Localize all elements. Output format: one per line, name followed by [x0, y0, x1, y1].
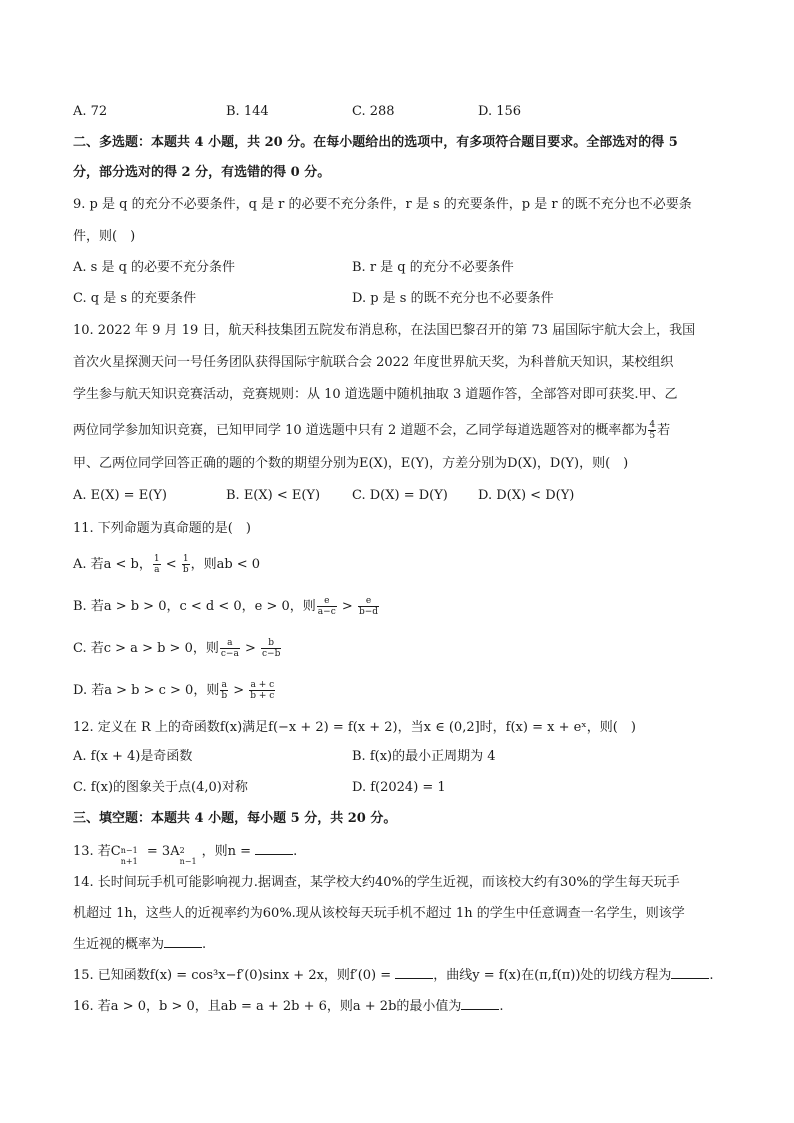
- q8-option-d: D. 156: [478, 104, 522, 119]
- q13-sub: n+1: [120, 856, 138, 866]
- answer-blank[interactable]: [461, 998, 499, 1010]
- q11-c-frac2: [261, 638, 281, 659]
- q13-post: ，则n =: [201, 844, 256, 859]
- fraction-denominator: b: [182, 565, 189, 575]
- q15-end: .: [709, 968, 714, 983]
- fraction-numerator: a: [221, 680, 227, 690]
- q11-a-end: ，则ab < 0: [190, 557, 261, 572]
- q9-option-a: A. s 是 q 的必要不充分条件: [73, 260, 236, 275]
- q10-stem-line5: 甲、乙两位同学回答正确的题的个数的期望分别为E(X)，E(Y)，方差分别为D(X)，D(Y)，则( ): [73, 456, 629, 471]
- q15-pre: 15. 已知函数f(x) = cos³x−f′(0)sinx + 2x，则f′(0) =: [73, 968, 396, 983]
- answer-blank[interactable]: [255, 843, 293, 855]
- q14-stem-line2: 机超过 1h，这些人的近视率约为60%.现从该校每天玩手机不超过 1h 的学生中任意调查一名学生，则该学: [73, 906, 685, 921]
- q8-options: [0, 103, 794, 121]
- q9-stem-line2: 件，则( ): [73, 229, 136, 244]
- q16-pre: 16. 若a > 0，b > 0，且ab = a + 2b + 6，则a + 2b的最小值为: [73, 999, 462, 1014]
- q13-sup2: 2: [179, 845, 185, 855]
- q11-d-frac2: [249, 680, 275, 701]
- fraction-denominator: b + c: [250, 691, 275, 701]
- fraction-numerator: e: [317, 596, 337, 607]
- fraction-denominator: b: [221, 691, 228, 701]
- q11-a-lt: <: [165, 557, 177, 572]
- q11-b-gt: >: [341, 599, 353, 614]
- q13-end: .: [293, 844, 298, 859]
- fraction-denominator: c−a: [220, 649, 239, 659]
- fraction-denominator: b−d: [358, 607, 379, 617]
- q12-stem: 12. 定义在 R 上的奇函数f(x)满足f(−x + 2) = f(x + 2)，当x ∈ (0,2]时，f(x) = x + eˣ，则( ): [73, 720, 636, 735]
- q13-perm-indices: [179, 843, 202, 866]
- q9-option-d: D. p 是 s 的既不充分也不必要条件: [352, 291, 554, 306]
- answer-blank[interactable]: [395, 967, 433, 979]
- q13-comb-indices: [120, 843, 143, 866]
- q12-option-b: B. f(x)的最小正周期为 4: [352, 749, 496, 764]
- q14-end: .: [202, 937, 207, 952]
- q11-d-text: D. 若a > b > c > 0，则: [73, 683, 220, 698]
- fraction-numerator: b: [261, 638, 281, 649]
- q10-line4-text: 两位同学参加知识竞赛，已知甲同学 10 道选题中只有 2 道题不会，乙同学每道选题答对的概率都为: [73, 423, 648, 438]
- q11-option-b: [73, 596, 380, 618]
- q11-c-gt: >: [244, 641, 256, 656]
- q9-stem-line1: 9. p 是 q 的充分不必要条件，q 是 r 的必要不充分条件，r 是 s 的充要条件，p 是 r 的既不充分也不必要条: [73, 197, 692, 212]
- fraction-denominator: 5: [649, 431, 656, 441]
- q14-stem-line1: 14. 长时间玩手机可能影响视力.据调查，某学校大约40%的学生近视，而该校大约有30%的学生每天玩手: [73, 875, 680, 890]
- q11-b-frac2: [358, 596, 379, 617]
- fraction-numerator: 1: [153, 554, 160, 564]
- answer-blank[interactable]: [671, 967, 709, 979]
- q15-mid: ，曲线y = f(x)在(π,f(π))处的切线方程为: [433, 968, 672, 983]
- fraction-denominator: a: [154, 565, 160, 575]
- q11-b-text: B. 若a > b > 0，c < d < 0，e > 0，则: [73, 599, 316, 614]
- q11-a-frac2: [182, 554, 190, 575]
- fraction-denominator: a−c: [317, 607, 336, 617]
- section2-heading-line2: 分，部分选对的得 2 分，有选错的得 0 分。: [73, 165, 331, 180]
- q10-stem-line2: 首次火星探测天问一号任务团队获得国际宇航联合会 2022 年度世界航天奖，为科普航天知识，某校组织: [73, 355, 674, 370]
- q14-stem-line3: [73, 936, 206, 954]
- q10-option-b: B. E(X) < E(Y): [226, 488, 321, 503]
- q12-option-a: A. f(x + 4)是奇函数: [73, 749, 193, 764]
- fraction-numerator: a + c: [250, 680, 275, 690]
- q13-mid: = 3A: [142, 844, 180, 859]
- q13-sub2: n−1: [179, 856, 197, 866]
- fraction-numerator: a: [220, 638, 240, 649]
- section2-heading-line1: 二、多选题：本题共 4 小题，共 20 分。在每小题给出的选项中，有多项符合题目要求。全部选对的得 5: [73, 135, 678, 150]
- fraction-denominator: c−b: [262, 649, 281, 659]
- q10-fraction: [648, 420, 656, 441]
- q11-a-text: A. 若a < b，: [73, 557, 152, 572]
- q10-option-a: A. E(X) = E(Y): [73, 488, 167, 503]
- fraction-numerator: 1: [182, 554, 189, 564]
- q10-line4-end: 若: [657, 423, 671, 438]
- q11-stem: 11. 下列命题为真命题的是( ): [73, 521, 251, 536]
- q15: [73, 967, 714, 985]
- section3-heading: 三、填空题：本题共 4 小题，每小题 5 分，共 20 分。: [73, 811, 397, 826]
- q10-stem-line1: 10. 2022 年 9 月 19 日，航天科技集团五院发布消息称，在法国巴黎召开的第 73 届国际宇航大会上，我国: [73, 323, 696, 338]
- fraction-numerator: e: [358, 596, 379, 607]
- q16: [73, 998, 504, 1016]
- q10-option-d: D. D(X) < D(Y): [478, 488, 575, 503]
- q12-option-c: C. f(x)的图象关于点(4,0)对称: [73, 780, 248, 795]
- q11-c-frac1: [220, 638, 240, 659]
- q11-d-frac1: [220, 680, 228, 701]
- q14-line3-text: 生近视的概率为: [73, 937, 165, 952]
- q11-option-d: [73, 680, 276, 702]
- q11-option-c: [73, 638, 282, 660]
- q8-option-b: B. 144: [226, 104, 269, 119]
- q12-option-d: D. f(2024) = 1: [352, 780, 446, 795]
- q9-option-c: C. q 是 s 的充要条件: [73, 291, 197, 306]
- q16-end: .: [499, 999, 504, 1014]
- q10-option-c: C. D(X) = D(Y): [352, 488, 448, 503]
- q10-stem-line4: [73, 420, 670, 441]
- q11-b-frac1: [317, 596, 337, 617]
- q11-d-gt: >: [233, 683, 245, 698]
- q8-option-c: C. 288: [352, 104, 395, 119]
- q13-sup: n−1: [120, 845, 138, 855]
- q10-stem-line3: 学生参与航天知识竞赛活动，竞赛规则：从 10 道选题中随机抽取 3 道题作答，全部答对即可获奖.甲、乙: [73, 387, 678, 402]
- q13: [73, 842, 298, 866]
- q13-pre: 13. 若C: [73, 844, 121, 859]
- q9-option-b: B. r 是 q 的充分不必要条件: [352, 260, 514, 275]
- q10-options: [0, 487, 794, 505]
- q11-a-frac1: [153, 554, 161, 575]
- fraction-numerator: 4: [649, 420, 656, 430]
- answer-blank[interactable]: [164, 936, 202, 948]
- q11-c-text: C. 若c > a > b > 0，则: [73, 641, 219, 656]
- q8-option-a: A. 72: [73, 104, 108, 119]
- q11-option-a: [73, 554, 260, 576]
